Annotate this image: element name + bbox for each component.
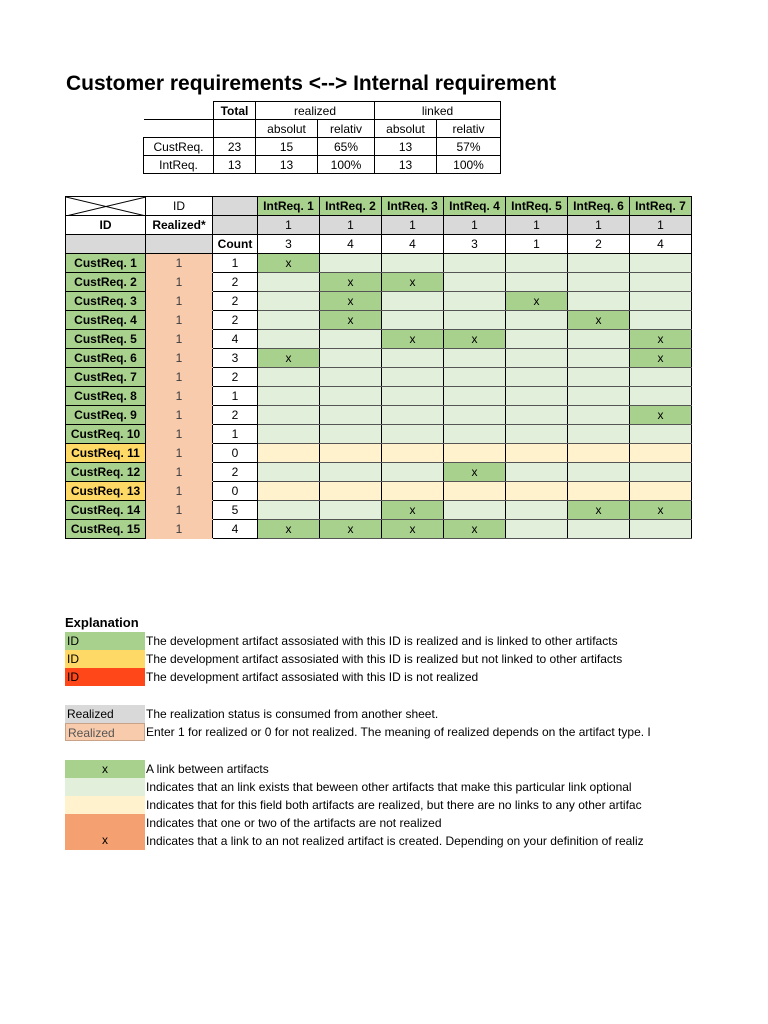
matrix-row: [66, 330, 692, 349]
matrix-col-count: 4: [630, 235, 692, 254]
matrix-row: [66, 406, 692, 425]
matrix-cell[interactable]: [506, 311, 568, 330]
matrix-row-count: 4: [213, 330, 258, 349]
legend-text-block: [145, 814, 692, 850]
matrix-row: [66, 292, 692, 311]
matrix-cell[interactable]: [506, 425, 568, 444]
legend-text: Indicates that one or two of the artifacts are not realized: [146, 816, 442, 830]
matrix-cell[interactable]: [382, 444, 444, 463]
matrix-cell[interactable]: [258, 463, 320, 482]
summary-subheader-absolut: absolut: [256, 120, 318, 138]
matrix-row-header: CustReq. 15: [66, 520, 146, 539]
matrix-link-cell[interactable]: x: [630, 406, 692, 425]
legend-text: A link between artifacts: [146, 762, 269, 776]
summary-subheader-relativ: relativ: [437, 120, 501, 138]
matrix-cell[interactable]: [568, 349, 630, 368]
matrix-cell[interactable]: [568, 387, 630, 406]
matrix-row-realized[interactable]: 1: [146, 406, 213, 425]
summary-subheader-absolut: absolut: [375, 120, 437, 138]
matrix-cell[interactable]: [258, 425, 320, 444]
matrix-cell[interactable]: [444, 292, 506, 311]
matrix-col-count: 3: [258, 235, 320, 254]
legend-swatch: x: [65, 814, 145, 850]
matrix-row-header: CustReq. 7: [66, 368, 146, 387]
legend-swatch: ID: [65, 650, 145, 668]
matrix-row-header: CustReq. 5: [66, 330, 146, 349]
matrix-row-realized[interactable]: 1: [146, 501, 213, 520]
matrix-row-count: 1: [213, 425, 258, 444]
matrix-cell[interactable]: [320, 387, 382, 406]
matrix-cell[interactable]: [506, 463, 568, 482]
legend-spacer: [65, 686, 705, 705]
matrix-cell[interactable]: [320, 425, 382, 444]
matrix-cell[interactable]: [506, 387, 568, 406]
matrix-cell[interactable]: [568, 330, 630, 349]
corner-cross-icon: [66, 197, 146, 216]
matrix-cell[interactable]: [382, 463, 444, 482]
summary-table: [143, 101, 501, 174]
matrix-row: [66, 425, 692, 444]
matrix-col-realized[interactable]: 1: [320, 216, 382, 235]
matrix-col-header: IntReq. 3: [382, 197, 444, 216]
matrix-gray-cell: [146, 235, 213, 254]
summary-header-linked: linked: [375, 102, 501, 120]
matrix-gray-cell: [213, 216, 258, 235]
legend-text: The realization status is consumed from another sheet.: [146, 707, 439, 721]
matrix-cell[interactable]: [258, 273, 320, 292]
matrix-row-count: 1: [213, 254, 258, 273]
matrix-row-realized[interactable]: 1: [146, 482, 213, 501]
matrix-row-header: CustReq. 14: [66, 501, 146, 520]
matrix-link-cell[interactable]: x: [382, 273, 444, 292]
legend-swatch: [65, 778, 145, 796]
summary-header-realized: realized: [256, 102, 375, 120]
matrix-row-realized[interactable]: 1: [146, 463, 213, 482]
matrix-col-count: 4: [320, 235, 382, 254]
matrix-cell[interactable]: [382, 311, 444, 330]
matrix-cell[interactable]: [568, 292, 630, 311]
matrix-count-label: Count: [213, 235, 258, 254]
matrix-col-realized[interactable]: 1: [506, 216, 568, 235]
matrix-link-cell[interactable]: x: [630, 349, 692, 368]
matrix-cell[interactable]: [506, 273, 568, 292]
matrix-row-header: CustReq. 12: [66, 463, 146, 482]
matrix-cell[interactable]: [320, 482, 382, 501]
matrix-row-realized[interactable]: 1: [146, 444, 213, 463]
matrix-cell[interactable]: [320, 330, 382, 349]
matrix-cell[interactable]: [444, 387, 506, 406]
summary-realized-abs: 15: [256, 138, 318, 156]
matrix-row: [66, 482, 692, 501]
matrix-cell[interactable]: [258, 482, 320, 501]
traceability-matrix: [65, 196, 692, 539]
matrix-cell[interactable]: [258, 387, 320, 406]
matrix-cell[interactable]: [258, 368, 320, 387]
legend-row: [65, 796, 705, 814]
matrix-row: [66, 311, 692, 330]
matrix-cell[interactable]: [258, 311, 320, 330]
matrix-col-header: IntReq. 7: [630, 197, 692, 216]
matrix-col-realized[interactable]: 1: [382, 216, 444, 235]
matrix-cell[interactable]: [506, 520, 568, 539]
matrix-col-count: 2: [568, 235, 630, 254]
matrix-link-cell[interactable]: x: [444, 463, 506, 482]
matrix-col-count: 4: [382, 235, 444, 254]
matrix-link-cell[interactable]: x: [630, 330, 692, 349]
matrix-row-count: 2: [213, 311, 258, 330]
matrix-link-cell[interactable]: x: [320, 311, 382, 330]
matrix-cell[interactable]: [630, 254, 692, 273]
matrix-row-realized[interactable]: 1: [146, 292, 213, 311]
matrix-link-cell[interactable]: x: [320, 292, 382, 311]
matrix-row-header: CustReq. 3: [66, 292, 146, 311]
matrix-cell[interactable]: [444, 368, 506, 387]
matrix-cell[interactable]: [630, 482, 692, 501]
matrix-cell[interactable]: [506, 330, 568, 349]
matrix-row-count: 2: [213, 368, 258, 387]
matrix-cell[interactable]: [382, 292, 444, 311]
matrix-cell[interactable]: [320, 463, 382, 482]
matrix-link-cell[interactable]: x: [506, 292, 568, 311]
matrix-col-header: IntReq. 1: [258, 197, 320, 216]
matrix-row-realized[interactable]: 1: [146, 349, 213, 368]
matrix-row-realized[interactable]: 1: [146, 387, 213, 406]
matrix-cell[interactable]: [630, 311, 692, 330]
matrix-cell[interactable]: [444, 406, 506, 425]
legend-spacer: [65, 741, 705, 760]
legend-row: [65, 705, 705, 723]
legend-text: The development artifact assosiated with this ID is realized and is linked to other artifacts: [146, 634, 618, 648]
matrix-corner-diagonal: [66, 197, 146, 216]
summary-row-label: IntReq.: [144, 156, 214, 174]
matrix-link-cell[interactable]: x: [444, 520, 506, 539]
matrix-link-cell[interactable]: x: [258, 349, 320, 368]
matrix-col-count: 3: [444, 235, 506, 254]
matrix-col-header: IntReq. 4: [444, 197, 506, 216]
matrix-row-realized[interactable]: 1: [146, 311, 213, 330]
matrix-cell[interactable]: [320, 254, 382, 273]
matrix-link-cell[interactable]: x: [320, 273, 382, 292]
matrix-gray-cell: [66, 235, 146, 254]
matrix-row: [66, 349, 692, 368]
legend-row: [65, 668, 705, 686]
matrix-link-cell[interactable]: x: [320, 520, 382, 539]
matrix-row-count: 0: [213, 444, 258, 463]
matrix-cell[interactable]: [630, 368, 692, 387]
matrix-row-count: 4: [213, 520, 258, 539]
matrix-cell[interactable]: [382, 368, 444, 387]
summary-linked-abs: 13: [375, 156, 437, 174]
matrix-cell[interactable]: [506, 254, 568, 273]
summary-subheader-relativ: relativ: [318, 120, 375, 138]
explanation-legend: [65, 614, 705, 850]
matrix-cell[interactable]: [568, 368, 630, 387]
legend-text: Enter 1 for realized or 0 for not realized. The meaning of realized depends on the artifact type. I: [146, 725, 651, 739]
matrix-cell[interactable]: [444, 273, 506, 292]
matrix-cell[interactable]: [382, 482, 444, 501]
matrix-cell[interactable]: [444, 425, 506, 444]
legend-text: Indicates that a link to an not realized artifact is created. Depending on your definition of realiz: [146, 834, 644, 848]
matrix-cell[interactable]: [382, 425, 444, 444]
matrix-cell[interactable]: [258, 444, 320, 463]
matrix-col-id-label: ID: [146, 197, 213, 216]
matrix-cell[interactable]: [258, 406, 320, 425]
matrix-link-cell[interactable]: x: [630, 501, 692, 520]
matrix-cell[interactable]: [506, 368, 568, 387]
legend-row: [65, 778, 705, 796]
legend-swatch: Realized: [65, 705, 145, 723]
matrix-cell[interactable]: [444, 482, 506, 501]
matrix-cell[interactable]: [568, 406, 630, 425]
matrix-row-count: 3: [213, 349, 258, 368]
matrix-row-header: CustReq. 11: [66, 444, 146, 463]
matrix-row-header: CustReq. 1: [66, 254, 146, 273]
matrix-col-header: IntReq. 2: [320, 197, 382, 216]
matrix-row: [66, 387, 692, 406]
matrix-col-realized[interactable]: 1: [568, 216, 630, 235]
legend-text: The development artifact assosiated with this ID is not realized: [146, 670, 479, 684]
matrix-cell[interactable]: [444, 444, 506, 463]
matrix-row-header: CustReq. 13: [66, 482, 146, 501]
matrix-col-realized[interactable]: 1: [258, 216, 320, 235]
matrix-cell[interactable]: [382, 406, 444, 425]
summary-corner-2: [144, 120, 214, 138]
legend-row: [65, 632, 705, 650]
matrix-cell[interactable]: [444, 311, 506, 330]
legend-swatch: x: [65, 760, 145, 778]
matrix-row-header: CustReq. 9: [66, 406, 146, 425]
matrix-row-count: 2: [213, 406, 258, 425]
legend-text: Indicates that for this field both artifacts are realized, but there are no links to any other artifac: [146, 798, 642, 812]
legend-row: [65, 723, 705, 741]
matrix-cell[interactable]: [444, 501, 506, 520]
matrix-cell[interactable]: [258, 330, 320, 349]
matrix-cell[interactable]: [444, 254, 506, 273]
summary-realized-abs: 13: [256, 156, 318, 174]
legend-swatch: [65, 796, 145, 814]
matrix-link-cell[interactable]: x: [444, 330, 506, 349]
matrix-cell[interactable]: [320, 444, 382, 463]
matrix-cell[interactable]: [258, 292, 320, 311]
matrix-row-realized[interactable]: 1: [146, 520, 213, 539]
matrix-cell[interactable]: [630, 292, 692, 311]
explanation-heading: Explanation: [65, 615, 139, 630]
matrix-row-count: 1: [213, 387, 258, 406]
matrix-col-header: IntReq. 6: [568, 197, 630, 216]
matrix-realized-label: Realized*: [146, 216, 213, 235]
matrix-cell[interactable]: [630, 387, 692, 406]
matrix-row-count: 5: [213, 501, 258, 520]
matrix-cell[interactable]: [630, 444, 692, 463]
matrix-row-realized[interactable]: 1: [146, 254, 213, 273]
matrix-cell[interactable]: [506, 444, 568, 463]
matrix-cell[interactable]: [320, 406, 382, 425]
matrix-row: [66, 273, 692, 292]
matrix-row: [66, 444, 692, 463]
matrix-cell[interactable]: [320, 368, 382, 387]
legend-row: [65, 760, 705, 778]
matrix-cell[interactable]: [444, 349, 506, 368]
matrix-cell[interactable]: [382, 349, 444, 368]
summary-corner: [144, 102, 214, 120]
matrix-cell[interactable]: [568, 520, 630, 539]
matrix-cell[interactable]: [630, 463, 692, 482]
legend-swatch: ID: [65, 668, 145, 686]
matrix-row-id-label: ID: [66, 216, 146, 235]
matrix-cell[interactable]: [506, 349, 568, 368]
summary-header-total: Total: [214, 102, 256, 120]
legend-text: Indicates that an link exists that beween other artifacts that make this particular link optional: [146, 780, 632, 794]
matrix-row-header: CustReq. 2: [66, 273, 146, 292]
summary-realized-rel: 65%: [318, 138, 375, 156]
legend-text: The development artifact assosiated with this ID is realized but not linked to other artifacts: [146, 652, 623, 666]
matrix-cell[interactable]: [630, 273, 692, 292]
matrix-col-header: IntReq. 5: [506, 197, 568, 216]
matrix-cell[interactable]: [630, 520, 692, 539]
legend-row-not-realized: [65, 814, 705, 850]
matrix-col-count: 1: [506, 235, 568, 254]
matrix-row-realized[interactable]: 1: [146, 368, 213, 387]
matrix-row-count: 0: [213, 482, 258, 501]
matrix-row-count: 2: [213, 463, 258, 482]
matrix-row-header: CustReq. 6: [66, 349, 146, 368]
matrix-row-realized[interactable]: 1: [146, 330, 213, 349]
matrix-link-cell[interactable]: x: [382, 330, 444, 349]
summary-total: 23: [214, 138, 256, 156]
legend-row: [65, 650, 705, 668]
matrix-row-header: CustReq. 8: [66, 387, 146, 406]
matrix-gray-cell: [213, 197, 258, 216]
summary-linked-abs: 13: [375, 138, 437, 156]
matrix-cell[interactable]: [506, 482, 568, 501]
summary-linked-rel: 57%: [437, 138, 501, 156]
legend-swatch: Realized: [65, 723, 145, 741]
matrix-row: [66, 368, 692, 387]
matrix-row-realized[interactable]: 1: [146, 425, 213, 444]
summary-subheader-blank: [214, 120, 256, 138]
matrix-link-cell[interactable]: x: [568, 501, 630, 520]
matrix-row: [66, 520, 692, 539]
matrix-row-realized[interactable]: 1: [146, 273, 213, 292]
page-title: Customer requirements <--> Internal requirement: [66, 72, 557, 95]
matrix-row-count: 2: [213, 273, 258, 292]
matrix-row-count: 2: [213, 292, 258, 311]
matrix-link-cell[interactable]: x: [258, 520, 320, 539]
matrix-link-cell[interactable]: x: [568, 311, 630, 330]
legend-swatch: ID: [65, 632, 145, 650]
summary-total: 13: [214, 156, 256, 174]
matrix-cell[interactable]: [568, 273, 630, 292]
summary-linked-rel: 100%: [437, 156, 501, 174]
matrix-col-realized[interactable]: 1: [630, 216, 692, 235]
matrix-cell[interactable]: [320, 349, 382, 368]
matrix-cell[interactable]: [382, 387, 444, 406]
matrix-link-cell[interactable]: x: [382, 520, 444, 539]
matrix-row-header: CustReq. 4: [66, 311, 146, 330]
matrix-cell[interactable]: [382, 254, 444, 273]
matrix-cell[interactable]: [258, 501, 320, 520]
matrix-cell[interactable]: [320, 501, 382, 520]
matrix-cell[interactable]: [630, 425, 692, 444]
matrix-cell[interactable]: [568, 425, 630, 444]
matrix-col-realized[interactable]: 1: [444, 216, 506, 235]
matrix-cell[interactable]: [506, 501, 568, 520]
matrix-row-header: CustReq. 10: [66, 425, 146, 444]
summary-row-label: CustReq.: [144, 138, 214, 156]
matrix-cell[interactable]: [568, 444, 630, 463]
matrix-link-cell[interactable]: x: [382, 501, 444, 520]
matrix-cell[interactable]: [568, 482, 630, 501]
summary-realized-rel: 100%: [318, 156, 375, 174]
matrix-row: [66, 501, 692, 520]
matrix-link-cell[interactable]: x: [258, 254, 320, 273]
matrix-cell[interactable]: [506, 406, 568, 425]
matrix-row: [66, 463, 692, 482]
matrix-row: [66, 254, 692, 273]
matrix-cell[interactable]: [568, 254, 630, 273]
matrix-cell[interactable]: [568, 463, 630, 482]
